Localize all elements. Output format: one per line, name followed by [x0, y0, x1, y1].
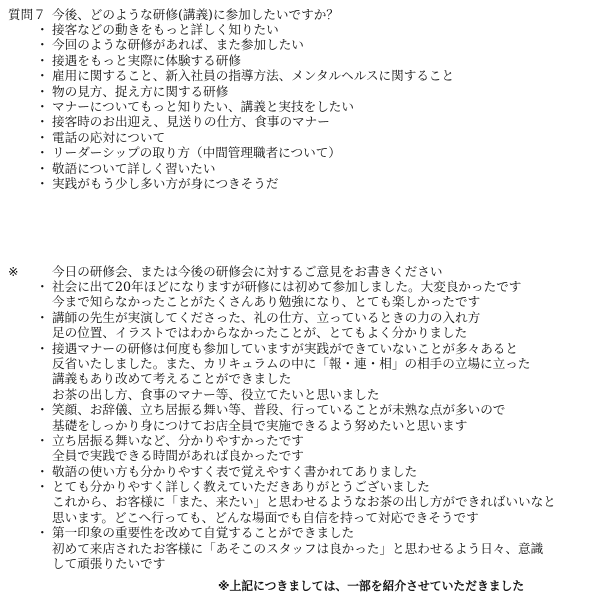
comment-line: 基礎をしっかり身につけてお店全員で実施できるよう努めたいと思います: [52, 417, 468, 433]
bullet-mark: ・: [36, 525, 49, 541]
comment-line: 講義もあり改めて考えることができました: [52, 371, 292, 387]
bullet-mark: ・: [36, 114, 49, 130]
answer-item: [36, 53, 454, 68]
comment-line: 足の位置、イラストではわからなかったことが、とてもよく分かりました: [52, 325, 468, 341]
answer-text: 敬語について詳しく習いたい: [52, 160, 216, 176]
comment-line: これから、お客様に「また、来たい」と思わせるようなお茶の出し方ができればいいなと: [52, 494, 556, 510]
comment-line: 全員で実践できる時間があれば良かったです: [52, 448, 304, 464]
footer-note: ※上記につきましては、一部を紹介させていただきました: [218, 579, 525, 593]
answer-item: [36, 130, 454, 145]
answer-item: [36, 99, 454, 114]
answer-list: [36, 22, 454, 191]
bullet-mark: ・: [36, 160, 49, 176]
answer-text: 雇用に関すること、新入社員の指導方法、メンタルヘルスに関すること: [52, 68, 455, 84]
answer-item: [36, 84, 454, 99]
bullet-mark: ・: [36, 432, 49, 448]
answer-text: 実践がもう少し多い方が身につきそうだ: [52, 175, 279, 191]
comment-item: [36, 402, 556, 433]
bullet-mark: ・: [36, 98, 49, 114]
comment-item: [36, 479, 556, 525]
comment-item: [36, 525, 556, 571]
answer-text: 接遇をもっと実際に体験する研修: [52, 52, 241, 68]
comment-line: 社会に出て20年ほどになりますが研修には初めて参加しました。大変良かったです: [52, 279, 522, 294]
answer-text: マナーについてもっと知りたい、講義と実技をしたい: [52, 98, 354, 114]
comment-item: [36, 464, 556, 479]
answer-text: 接客時のお出迎え、見送りの仕方、食事のマナー: [52, 114, 330, 130]
answer-item: [36, 114, 454, 129]
comment-list: [36, 279, 556, 571]
comment-line: 初めて来店されたお客様に「あそこのスタッフは良かった」と思わせるよう日々、意識: [52, 540, 544, 556]
bullet-mark: ・: [36, 402, 49, 418]
answer-item: [36, 161, 454, 176]
opinions-heading: 今日の研修会、または今後の研修会に対するご意見をお書きください: [52, 264, 443, 279]
answer-text: リーダーシップの取り方（中間管理職者について）: [52, 145, 341, 161]
comment-line: 反省いたしました。また、カリキュラムの中に「報・連・相」の相手の立場に立った: [52, 355, 531, 371]
bullet-mark: ・: [36, 145, 49, 161]
answer-item: [36, 22, 454, 37]
comment-item: [36, 341, 556, 403]
comment-line: 思います。どこへ行っても、どんな場面でも自信を持って対応できそうです: [52, 509, 479, 525]
answer-text: 今回のような研修があれば、また参加したい: [52, 37, 304, 53]
bullet-mark: ・: [36, 479, 49, 495]
comment-line: 第一印象の重要性を改めて自覚することができました: [52, 525, 355, 541]
comment-line: お茶の出し方、食事のマナー等、役立てたいと思いました: [52, 386, 380, 402]
comment-line: 敬語の使い方も分かりやすく表で覚えやすく書かれてありました: [52, 463, 418, 479]
answer-text: 物の見方、捉え方に関する研修: [52, 83, 229, 99]
bullet-mark: ・: [36, 37, 49, 53]
comment-item: [36, 433, 556, 464]
bullet-mark: ・: [36, 22, 49, 37]
bullet-mark: ・: [36, 83, 49, 99]
bullet-mark: ・: [36, 340, 49, 356]
comment-line: 講師の先生が実演してくださった、礼の仕方、立っているときの力の入れ方: [52, 309, 481, 325]
comment-line: 今まで知らなかったことがたくさんあり勉強になり、とても楽しかったです: [52, 294, 481, 310]
bullet-mark: ・: [36, 463, 49, 479]
bullet-mark: ・: [36, 175, 49, 191]
comment-line: 立ち居振る舞いなど、分かりやすかったです: [52, 432, 304, 448]
comment-item: [36, 279, 556, 310]
bullet-mark: ・: [36, 129, 49, 145]
comment-line: 笑顔、お辞儀、立ち居振る舞い等、普段、行っていることが未熟な点が多いので: [52, 402, 506, 418]
answer-item: [36, 68, 454, 83]
answer-item: [36, 37, 454, 52]
answer-text: 電話の応対について: [52, 129, 166, 145]
bullet-mark: ・: [36, 52, 49, 68]
answer-text: 接客などの動きをもっと詳しく知りたい: [52, 22, 279, 37]
bullet-mark: ・: [36, 309, 49, 325]
note-mark: ※: [8, 264, 19, 279]
answer-item: [36, 176, 454, 191]
comment-line: して頑張りたいです: [52, 556, 166, 572]
comment-line: とても分かりやすく詳しく教えていただきありがとうございました: [52, 479, 430, 495]
bullet-mark: ・: [36, 279, 49, 294]
comment-item: [36, 310, 556, 341]
question-title: 今後、どのような研修(講義)に参加したいですか？: [52, 7, 339, 22]
question-number: 質問７: [8, 7, 46, 22]
answer-item: [36, 145, 454, 160]
comment-line: 接遇マナーの研修は何度も参加していますが実践ができていないことが多々あると: [52, 340, 518, 356]
bullet-mark: ・: [36, 68, 49, 84]
